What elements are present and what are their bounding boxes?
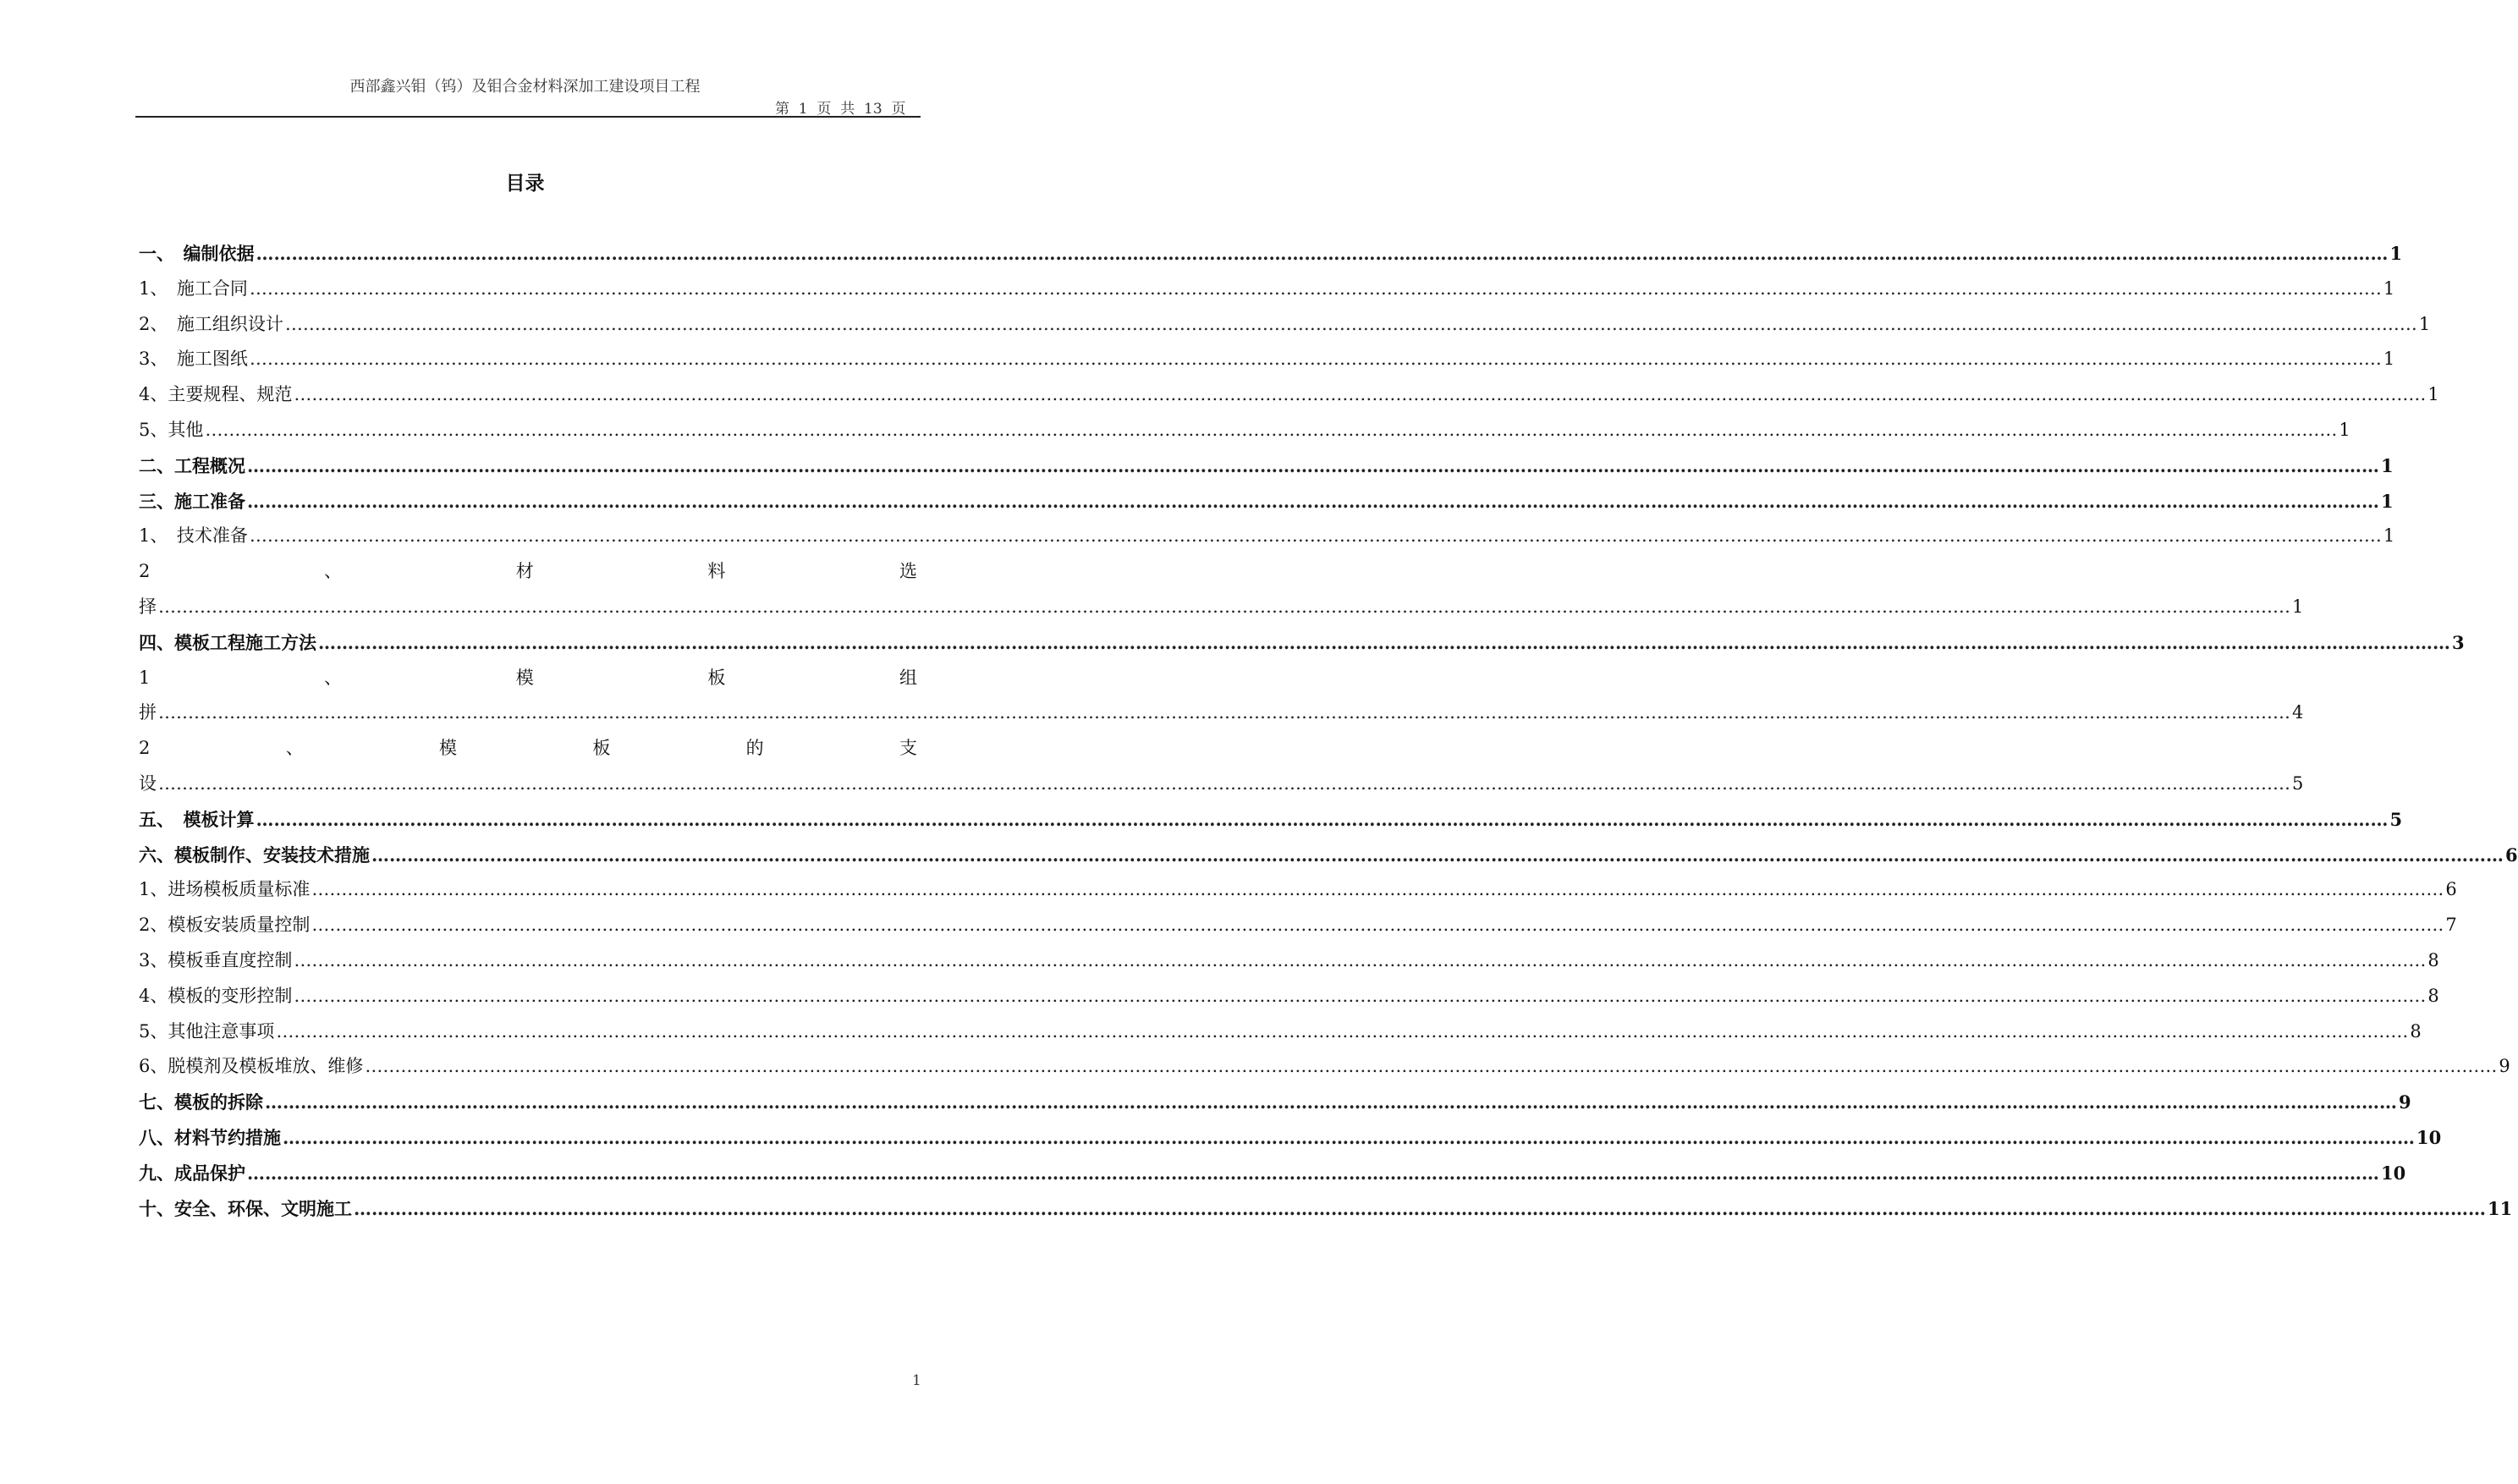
toc-entry-page: 1: [2383, 349, 2395, 370]
toc-entry[interactable]: [139, 307, 2431, 343]
toc-entry-continuation[interactable]: [139, 695, 2304, 731]
toc-leader-dots: ………………………………………………………………………………………………………………………………………………………………………………………………………………………………………………………………………………………………………………………………: [247, 1162, 2379, 1184]
toc-entry-fragment: 的: [745, 738, 764, 759]
toc-entry-label: 4、模板的变形控制: [139, 985, 293, 1006]
toc-entry-continuation[interactable]: [139, 590, 2304, 625]
toc-leader-dots: ………………………………………………………………………………………………………………………………………………………………………………………………………………………………………………………………………………………………………………………………: [371, 844, 2504, 866]
toc-entry[interactable]: [139, 1156, 2406, 1191]
toc-leader-dots: ………………………………………………………………………………………………………………………………………………………………………………………………………………………………………………………………………………………………………………………………: [158, 772, 2290, 794]
toc-entry-label: 5、其他: [139, 419, 204, 440]
toc-entry-label: 三、施工准备: [139, 490, 245, 512]
running-header-page-info: 第 1 页 共 13 页: [775, 101, 906, 118]
toc-leader-dots: ………………………………………………………………………………………………………………………………………………………………………………………………………………………………………………………………………………………………………………………………: [205, 419, 2338, 440]
toc-entry[interactable]: [139, 979, 2439, 1014]
toc-entry-page: 1: [2292, 596, 2304, 617]
toc-entry-label: 3、 施工图纸: [139, 349, 248, 370]
toc-entry-page: 4: [2292, 702, 2304, 723]
toc-leader-dots: ………………………………………………………………………………………………………………………………………………………………………………………………………………………………………………………………………………………………………………………………: [311, 915, 2444, 936]
toc-entry-label: 八、材料节约措施: [139, 1126, 281, 1148]
toc-entry-page: 6: [2505, 844, 2518, 866]
toc-leader-dots: ………………………………………………………………………………………………………………………………………………………………………………………………………………………………………………………………………………………………………………………………: [294, 949, 2427, 970]
toc-entry-fragment: 选: [899, 561, 917, 582]
toc-entry-justified-line[interactable]: [139, 554, 917, 590]
toc-entry-page: 10: [2416, 1126, 2442, 1148]
toc-entry-label: 七、模板的拆除: [139, 1091, 263, 1113]
toc-leader-dots: ………………………………………………………………………………………………………………………………………………………………………………………………………………………………………………………………………………………………………………………………: [284, 313, 2417, 334]
toc-leader-dots: ………………………………………………………………………………………………………………………………………………………………………………………………………………………………………………………………………………………………………………………………: [256, 243, 2389, 264]
toc-entry-label: 九、成品保护: [139, 1162, 245, 1184]
toc-leader-dots: ………………………………………………………………………………………………………………………………………………………………………………………………………………………………………………………………………………………………………………………………: [318, 631, 2450, 653]
toc-entry-page: 6: [2445, 879, 2457, 900]
toc-entry-fragment: 板: [707, 667, 726, 688]
toc-leader-dots: ………………………………………………………………………………………………………………………………………………………………………………………………………………………………………………………………………………………………………………………………: [247, 490, 2379, 512]
toc-entry[interactable]: [139, 1049, 2510, 1085]
toc-entry-label: 2、 施工组织设计: [139, 313, 283, 334]
toc-entry-fragment: 支: [899, 738, 917, 759]
toc-entry-page: 1: [2381, 490, 2394, 512]
toc-entry-page: 5: [2292, 772, 2304, 794]
running-header-title: 西部鑫兴钼（钨）及钼合金材料深加工建设项目工程: [349, 78, 701, 96]
toc-entry-page: 1: [2427, 384, 2439, 405]
toc-entry-fragment: 、: [324, 667, 343, 688]
toc-entry-page: 8: [2410, 1020, 2422, 1042]
toc-entry-page: 5: [2389, 808, 2403, 830]
toc-leader-dots: ………………………………………………………………………………………………………………………………………………………………………………………………………………………………………………………………………………………………………………………………: [249, 278, 2382, 299]
toc-entry-label: 拼: [139, 702, 157, 723]
toc-entry[interactable]: [139, 413, 2350, 448]
toc-entry-page: 11: [2488, 1197, 2513, 1219]
toc-leader-dots: ………………………………………………………………………………………………………………………………………………………………………………………………………………………………………………………………………………………………………………………………: [158, 596, 2290, 617]
toc-entry-page: 8: [2427, 949, 2439, 970]
toc-leader-dots: ………………………………………………………………………………………………………………………………………………………………………………………………………………………………………………………………………………………………………………………………: [249, 349, 2382, 370]
toc-entry-label: 1、 技术准备: [139, 525, 248, 547]
toc-entry-label: 一、 编制依据: [139, 243, 255, 264]
toc-entry[interactable]: [139, 943, 2439, 979]
toc-entry[interactable]: [139, 908, 2457, 943]
toc-entry-label: 二、工程概况: [139, 454, 245, 476]
toc-entry-label: 设: [139, 772, 157, 794]
toc-entry-fragment: 料: [707, 561, 726, 582]
toc-entry[interactable]: [139, 1120, 2442, 1156]
toc-entry-page: 10: [2381, 1162, 2406, 1184]
toc-leader-dots: ………………………………………………………………………………………………………………………………………………………………………………………………………………………………………………………………………………………………………………………………: [294, 985, 2427, 1006]
toc-entry-justified-line[interactable]: [139, 731, 917, 767]
toc-entry[interactable]: [139, 1085, 2411, 1120]
toc-entry-fragment: 2: [139, 738, 151, 759]
toc-entry-fragment: 模: [515, 667, 534, 688]
toc-entry[interactable]: [139, 377, 2439, 413]
toc-leader-dots: ………………………………………………………………………………………………………………………………………………………………………………………………………………………………………………………………………………………………………………………………: [365, 1056, 2498, 1077]
toc-entry-fragment: 组: [899, 667, 917, 688]
toc-entry[interactable]: [139, 519, 2395, 554]
toc-entry-label: 五、 模板计算: [139, 808, 255, 830]
toc-entry[interactable]: [139, 1014, 2422, 1050]
header-divider: [135, 116, 921, 118]
toc-entry-label: 择: [139, 596, 157, 617]
toc-leader-dots: ………………………………………………………………………………………………………………………………………………………………………………………………………………………………………………………………………………………………………………………………: [283, 1126, 2415, 1148]
toc-entry-label: 十、安全、环保、文明施工: [139, 1197, 352, 1219]
toc-entry-fragment: 1: [139, 667, 151, 688]
toc-entry-page: 9: [2499, 1056, 2510, 1077]
toc-entry-page: 1: [2339, 419, 2350, 440]
toc-entry[interactable]: [139, 1191, 2513, 1227]
toc-leader-dots: ………………………………………………………………………………………………………………………………………………………………………………………………………………………………………………………………………………………………………………………………: [265, 1091, 2397, 1113]
toc-entry[interactable]: [139, 838, 2518, 873]
table-of-contents: [139, 236, 2518, 1226]
toc-leader-dots: ………………………………………………………………………………………………………………………………………………………………………………………………………………………………………………………………………………………………………………………………: [311, 879, 2444, 900]
toc-entry-justified-line[interactable]: [139, 661, 917, 696]
toc-entry-label: 六、模板制作、安装技术措施: [139, 844, 370, 866]
toc-entry[interactable]: [139, 484, 2394, 519]
toc-entry-page: 9: [2399, 1091, 2411, 1113]
toc-entry-fragment: 板: [592, 738, 611, 759]
toc-entry[interactable]: [139, 448, 2394, 484]
toc-leader-dots: ………………………………………………………………………………………………………………………………………………………………………………………………………………………………………………………………………………………………………………………………: [354, 1197, 2486, 1219]
toc-leader-dots: ………………………………………………………………………………………………………………………………………………………………………………………………………………………………………………………………………………………………………………………………: [249, 525, 2382, 547]
toc-entry-page: 1: [2383, 278, 2395, 299]
toc-entry-page: 3: [2452, 631, 2465, 653]
toc-entry-label: 6、脱模剂及模板堆放、维修: [139, 1056, 364, 1077]
toc-entry-fragment: 、: [285, 738, 304, 759]
toc-leader-dots: ………………………………………………………………………………………………………………………………………………………………………………………………………………………………………………………………………………………………………………………………: [247, 454, 2379, 476]
toc-entry-page: 7: [2445, 915, 2457, 936]
toc-entry-page: 1: [2389, 243, 2403, 264]
toc-entry-page: 1: [2418, 313, 2431, 334]
toc-entry-label: 1、进场模板质量标准: [139, 879, 311, 900]
toc-entry-fragment: 模: [439, 738, 457, 759]
toc-entry-fragment: 2: [139, 561, 151, 582]
toc-entry-label: 5、其他注意事项: [139, 1020, 275, 1042]
toc-title: 目录: [505, 172, 545, 195]
toc-entry-continuation[interactable]: [139, 767, 2304, 802]
toc-entry-page: 1: [2383, 525, 2395, 547]
toc-entry[interactable]: [139, 272, 2395, 307]
toc-leader-dots: ………………………………………………………………………………………………………………………………………………………………………………………………………………………………………………………………………………………………………………………………: [256, 808, 2389, 830]
toc-entry-fragment: 、: [324, 561, 343, 582]
toc-leader-dots: ………………………………………………………………………………………………………………………………………………………………………………………………………………………………………………………………………………………………………………………………: [294, 384, 2427, 405]
toc-entry[interactable]: [139, 236, 2403, 272]
toc-entry-page: 8: [2427, 985, 2439, 1006]
toc-leader-dots: ………………………………………………………………………………………………………………………………………………………………………………………………………………………………………………………………………………………………………………………………: [276, 1020, 2409, 1042]
toc-entry-fragment: 材: [515, 561, 534, 582]
toc-entry[interactable]: [139, 342, 2395, 377]
toc-entry-label: 3、模板垂直度控制: [139, 949, 293, 970]
toc-leader-dots: ………………………………………………………………………………………………………………………………………………………………………………………………………………………………………………………………………………………………………………………………: [158, 702, 2290, 723]
toc-entry-label: 四、模板工程施工方法: [139, 631, 316, 653]
toc-entry-page: 1: [2381, 454, 2394, 476]
toc-entry[interactable]: [139, 872, 2457, 908]
toc-entry[interactable]: [139, 625, 2465, 661]
toc-entry-label: 1、 施工合同: [139, 278, 248, 299]
toc-entry[interactable]: [139, 802, 2403, 838]
toc-entry-label: 4、主要规程、规范: [139, 384, 293, 405]
footer-page-number: 1: [912, 1372, 921, 1389]
toc-entry-label: 2、模板安装质量控制: [139, 915, 311, 936]
